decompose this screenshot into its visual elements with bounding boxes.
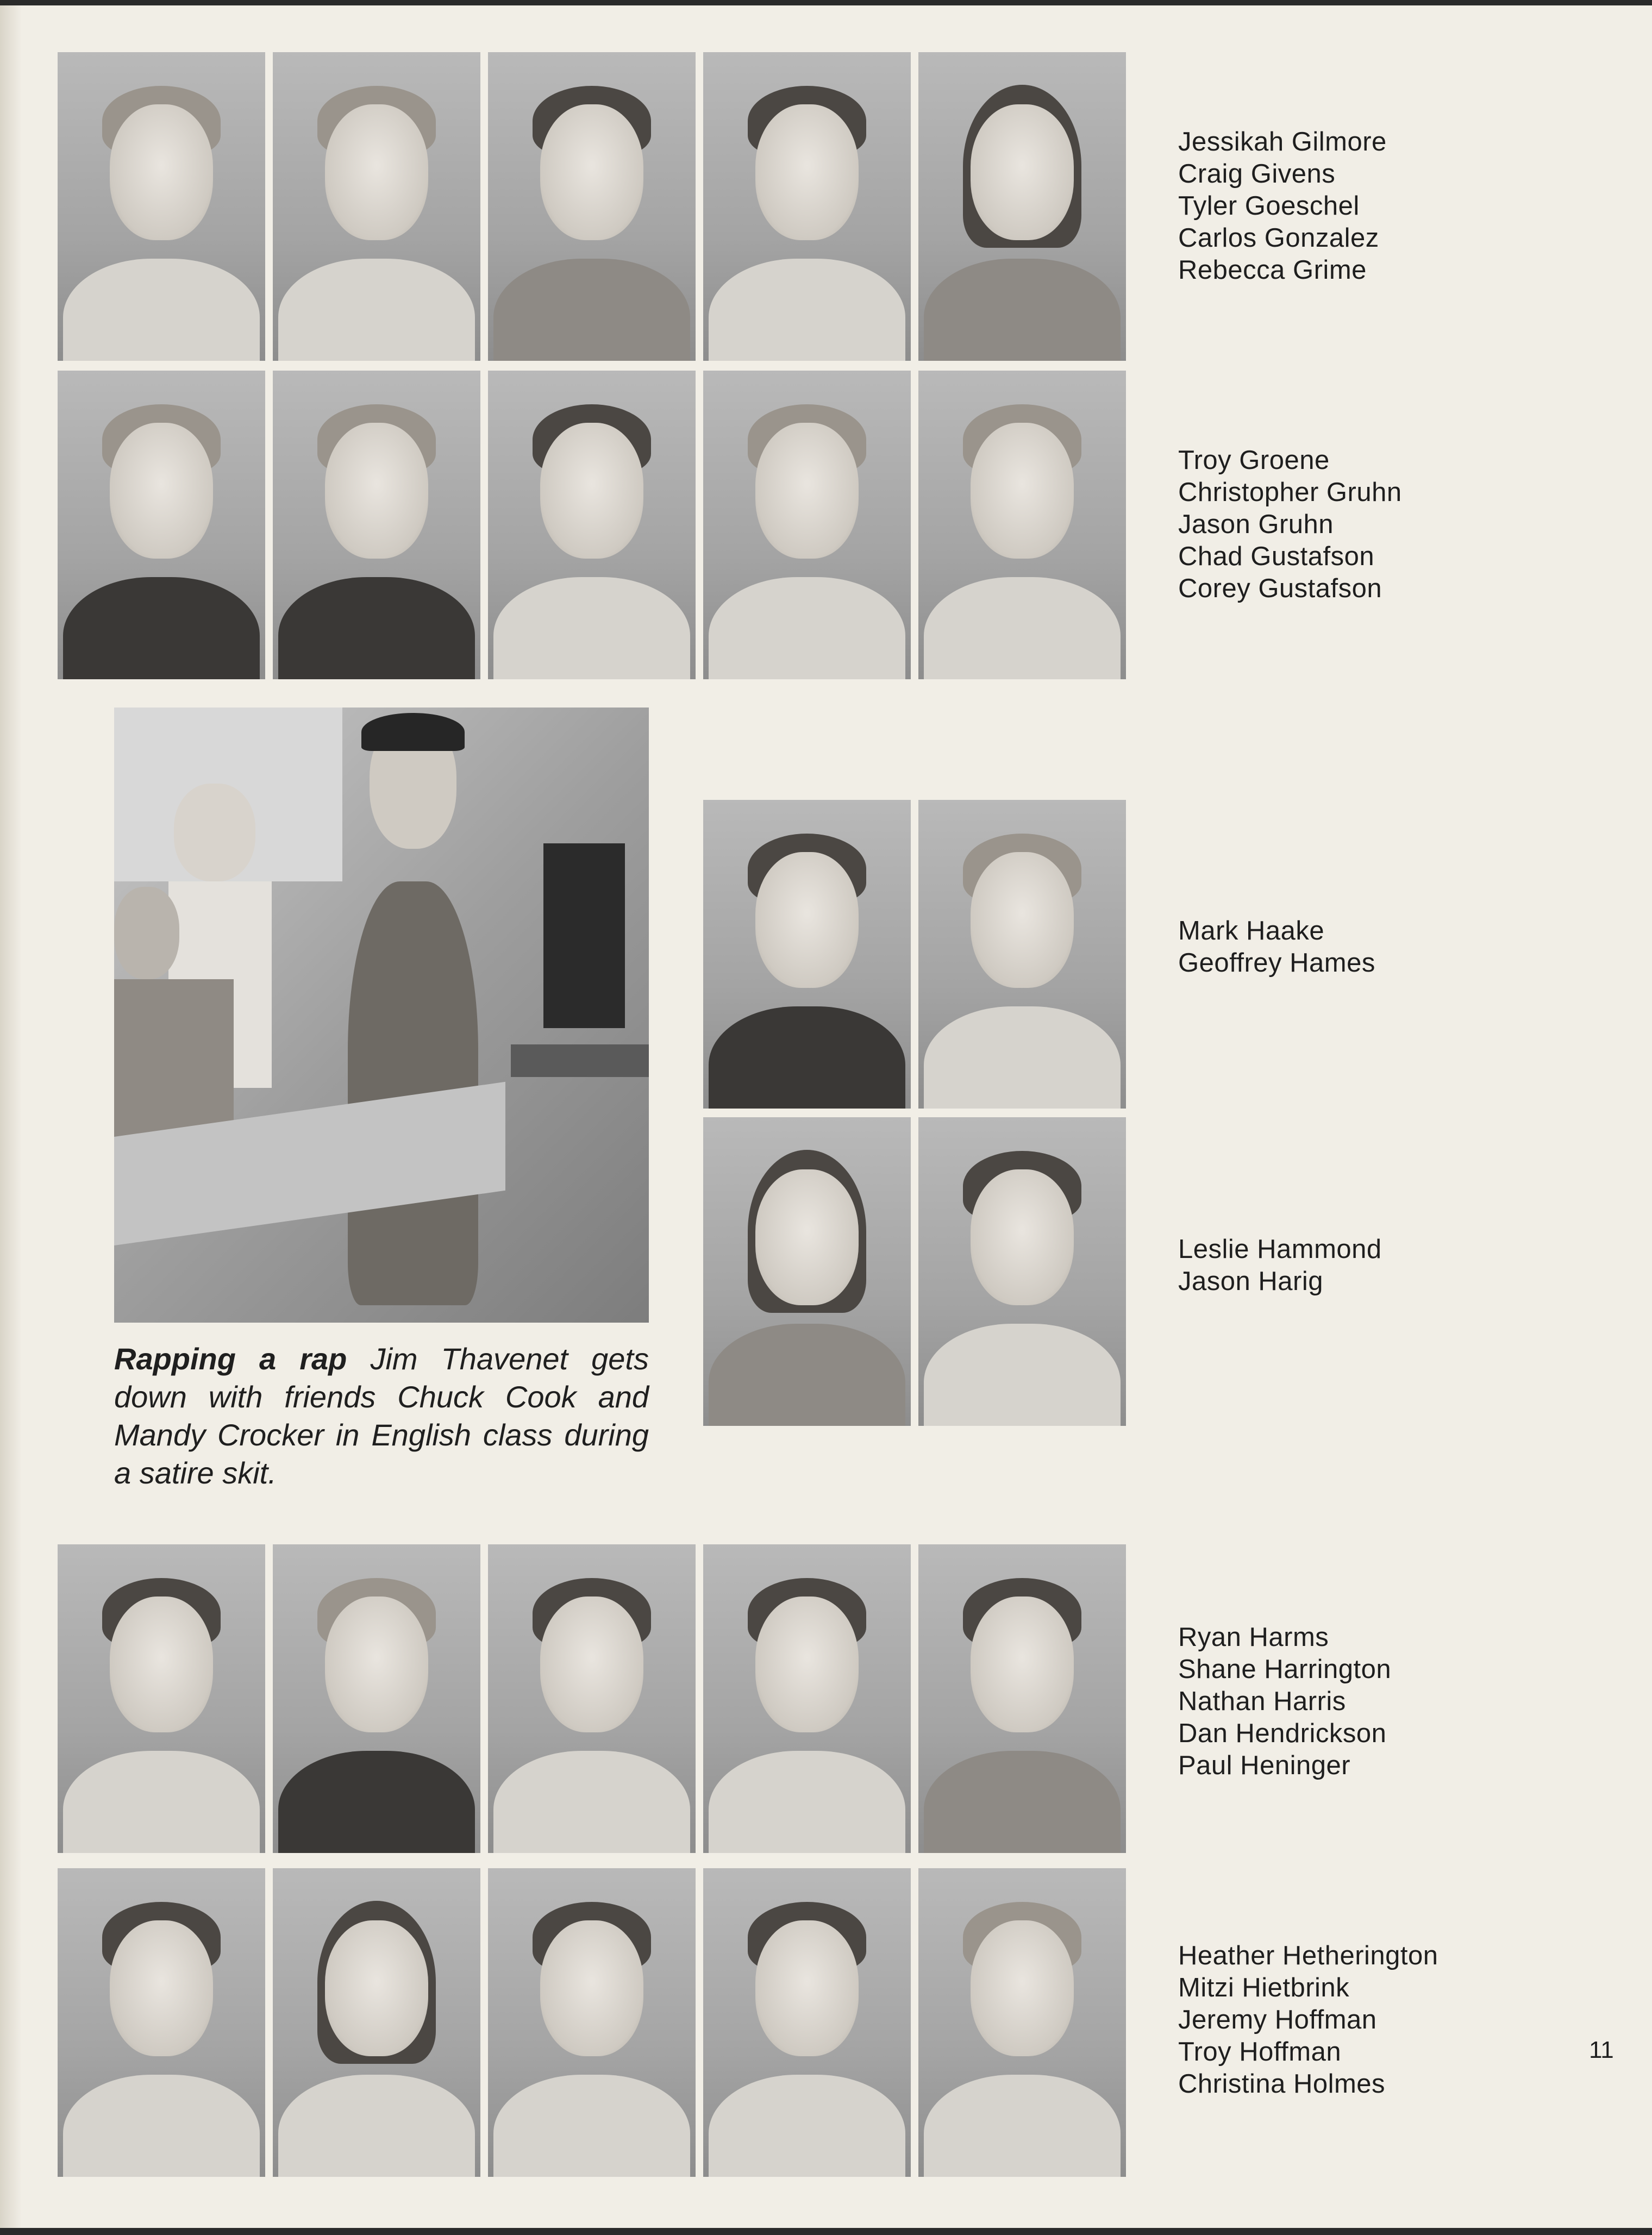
- student-name: Nathan Harris: [1178, 1687, 1346, 1716]
- portrait-troy-groene: [58, 371, 265, 679]
- portrait-mark-haake: [703, 800, 911, 1109]
- student-name: Jeremy Hoffman: [1178, 2005, 1377, 2034]
- student-name: Mitzi Hietbrink: [1178, 1973, 1350, 2002]
- student-name: Heather Hetherington: [1178, 1941, 1438, 1970]
- student-name: Jason Gruhn: [1178, 510, 1334, 539]
- portrait-heather-hetherington: [58, 1868, 265, 2177]
- portrait-craig-givens: [273, 52, 480, 361]
- portrait-troy-hoffman: [703, 1868, 911, 2177]
- names-row5: [1178, 1622, 1391, 1782]
- student-name: Craig Givens: [1178, 159, 1336, 189]
- portrait-christina-holmes: [918, 1868, 1126, 2177]
- bottom-border: [0, 2228, 1652, 2235]
- portrait-rebecca-grime: [918, 52, 1126, 361]
- names-row2: [1178, 445, 1402, 605]
- student-name: Christopher Gruhn: [1178, 478, 1402, 507]
- portrait-nathan-harris: [488, 1544, 696, 1853]
- portrait-corey-gustafson: [918, 371, 1126, 679]
- student-name: Ryan Harms: [1178, 1623, 1329, 1652]
- caption-lead: Rapping a rap: [114, 1342, 347, 1376]
- caption-text: Jim Thavenet gets down with friends Chuck Cook and Mandy Crocker in English class during a satire skit.: [114, 1342, 649, 1490]
- portrait-jeremy-hoffman: [488, 1868, 696, 2177]
- portrait-tyler-goeschel: [488, 52, 696, 361]
- student-name: Dan Hendrickson: [1178, 1719, 1387, 1748]
- page-edge-shadow: [0, 0, 22, 2235]
- portrait-chad-gustafson: [703, 371, 911, 679]
- portrait-geoffrey-hames: [918, 800, 1126, 1109]
- names-row4: [1178, 1234, 1382, 1298]
- portrait-ryan-harms: [58, 1544, 265, 1853]
- student-name: Troy Hoffman: [1178, 2037, 1342, 2067]
- names-row3: [1178, 915, 1375, 979]
- portrait-carlos-gonzalez: [703, 52, 911, 361]
- student-name: Corey Gustafson: [1178, 574, 1382, 603]
- student-name: Jason Harig: [1178, 1267, 1323, 1296]
- portrait-shane-harrington: [273, 1544, 480, 1853]
- student-name: Christina Holmes: [1178, 2069, 1386, 2099]
- student-name: Shane Harrington: [1178, 1655, 1392, 1684]
- portrait-jason-harig: [918, 1117, 1126, 1426]
- portrait-jason-gruhn: [488, 371, 696, 679]
- student-name: Chad Gustafson: [1178, 542, 1375, 571]
- student-name: Rebecca Grime: [1178, 255, 1367, 285]
- names-row1: [1178, 126, 1387, 286]
- portrait-dan-hendrickson: [703, 1544, 911, 1853]
- student-name: Geoffrey Hames: [1178, 948, 1375, 978]
- top-border: [0, 0, 1652, 5]
- student-name: Leslie Hammond: [1178, 1235, 1382, 1264]
- page-number: 11: [1589, 2037, 1614, 2063]
- portrait-christopher-gruhn: [273, 371, 480, 679]
- portrait-jessikah-gilmore: [58, 52, 265, 361]
- names-row6: [1178, 1940, 1438, 2100]
- student-name: Troy Groene: [1178, 446, 1330, 475]
- student-name: Tyler Goeschel: [1178, 191, 1360, 221]
- student-name: Paul Heninger: [1178, 1751, 1351, 1780]
- photo-caption: [114, 1340, 649, 1492]
- student-name: Carlos Gonzalez: [1178, 223, 1379, 253]
- student-name: Mark Haake: [1178, 916, 1325, 946]
- candid-photo-rap-skit: [114, 708, 649, 1323]
- student-name: Jessikah Gilmore: [1178, 127, 1387, 156]
- portrait-leslie-hammond: [703, 1117, 911, 1426]
- portrait-paul-heninger: [918, 1544, 1126, 1853]
- portrait-mitzi-hietbrink: [273, 1868, 480, 2177]
